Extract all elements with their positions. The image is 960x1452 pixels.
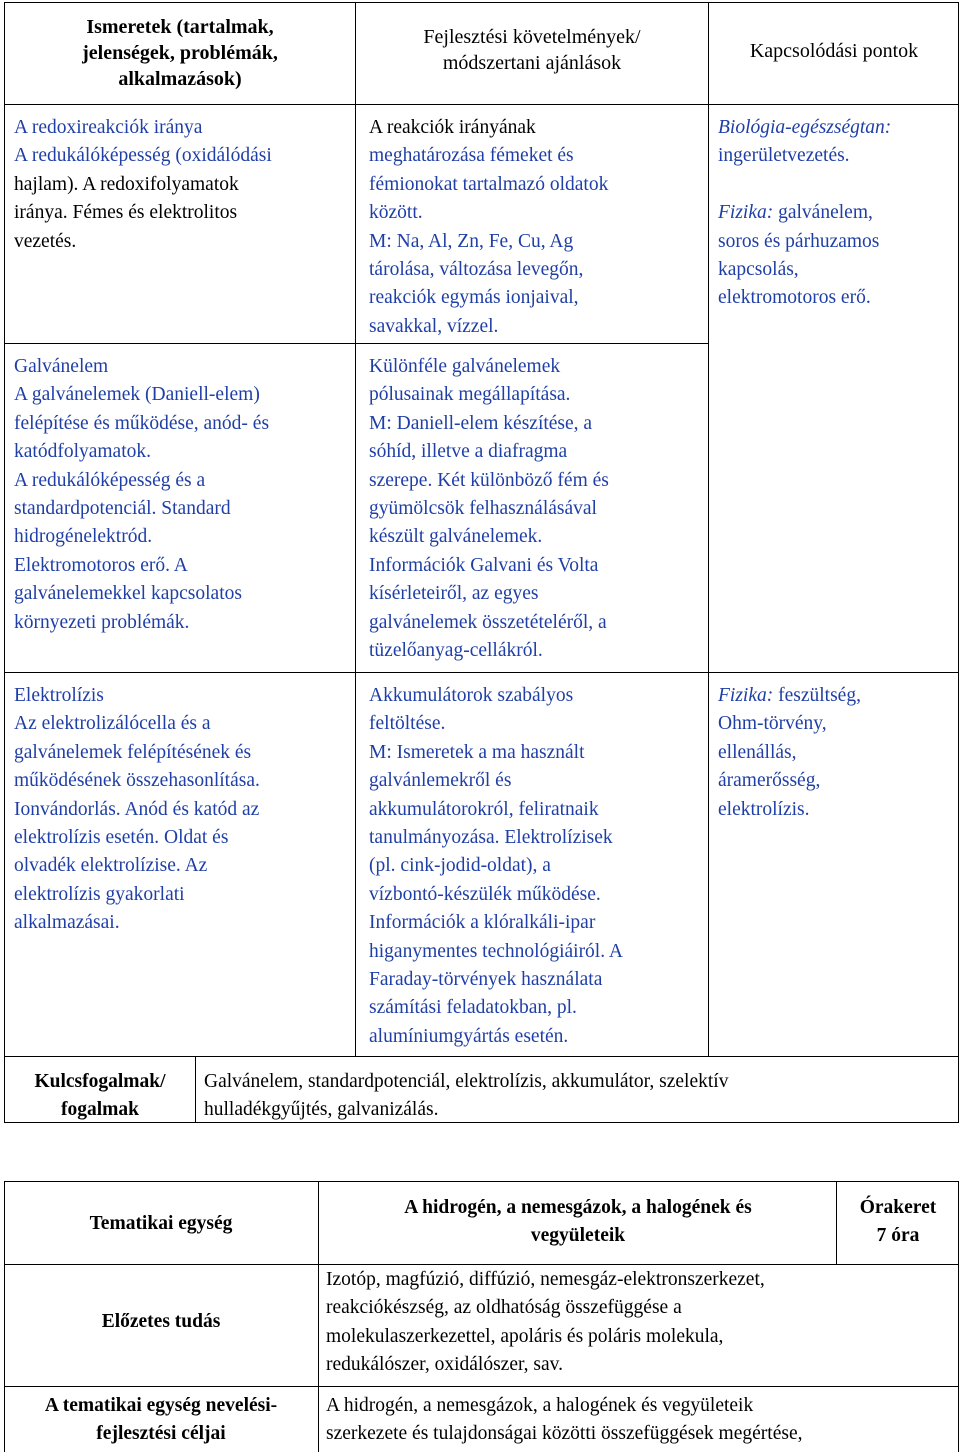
header-development	[360, 24, 704, 76]
development-line: tanulmányozása. Elektrolízisek	[369, 827, 613, 849]
development-line: galvánelemek összetételéről, a	[369, 611, 607, 633]
connections-line	[718, 228, 954, 256]
table2-hours-divider	[836, 1181, 837, 1265]
connections-line	[718, 710, 954, 738]
connections-cell	[718, 114, 954, 313]
connections-line	[718, 114, 954, 142]
development-line: tüzelőanyag-cellákról.	[369, 640, 543, 662]
key-concepts-text-line: hulladékgyűjtés, galvanizálás.	[204, 1099, 439, 1121]
subject-label: Biológia-egészségtan:	[718, 117, 892, 138]
table2-border-right	[958, 1181, 959, 1452]
development-cell	[369, 353, 705, 665]
knowledge-line: standardpotenciál. Standard	[14, 498, 231, 520]
development-line: alumíniumgyártás esetén.	[369, 1025, 569, 1047]
connection-text: áramerősség,	[718, 770, 821, 792]
knowledge-line: Elektromotoros erő. A	[14, 554, 188, 576]
knowledge-line: Ionvándorlás. Anód és katód az	[14, 798, 260, 820]
header-knowledge-line: jelenségek, problémák,	[82, 42, 278, 64]
table1-key-divider	[195, 1056, 196, 1123]
development-line: Faraday-törvények használata	[369, 969, 603, 991]
development-line: M: Na, Al, Zn, Fe, Cu, Ag	[369, 230, 574, 252]
development-line: gyümölcsök felhasználásával	[369, 498, 597, 520]
connections-line	[718, 682, 954, 710]
prior-knowledge-text	[326, 1266, 954, 1380]
connections-line	[718, 171, 954, 199]
unit-title-line: vegyületeik	[530, 1225, 626, 1247]
development-line: fémionokat tartalmazó oldatok	[369, 173, 609, 195]
table1-border-right	[958, 2, 959, 1123]
goals-line: szerkezete és tulajdonságai közötti összefüggések megértése,	[326, 1423, 803, 1445]
development-line: galvánlemekről és	[369, 770, 512, 792]
knowledge-heading: A redoxireakciók iránya	[14, 117, 203, 138]
development-line: szerepe. Két különböző fém és	[369, 469, 609, 491]
goals-text	[326, 1392, 954, 1449]
key-concepts-label-line: Kulcsfogalmak/	[34, 1071, 166, 1092]
development-line: meghatározása fémeket és	[369, 145, 574, 167]
prior-line: Izotóp, magfúzió, diffúzió, nemesgáz-elektronszerkezet,	[326, 1269, 765, 1290]
connection-text: elektromotoros erő.	[718, 287, 871, 309]
connections-line	[718, 284, 954, 312]
prior-knowledge-label: Előzetes tudás	[101, 1311, 221, 1332]
key-concepts-text-line: Galvánelem, standardpotenciál, elektrolízis, akkumulátor, szelektív	[204, 1071, 729, 1092]
table1-col-divider-2	[708, 2, 709, 1057]
header-development-line: módszertani ajánlások	[442, 52, 622, 74]
knowledge-line: A redukálóképesség (oxidálódási	[14, 145, 272, 167]
development-line: M: Daniell-elem készítése, a	[369, 412, 593, 434]
development-line: feltöltése.	[369, 713, 446, 735]
hours-box	[838, 1194, 958, 1251]
connection-text: ellenállás,	[718, 741, 797, 763]
development-line: készült galvánelemek.	[369, 526, 543, 548]
knowledge-line: elektrolízis esetén. Oldat és	[14, 827, 229, 849]
key-concepts-label-line: fogalmak	[61, 1099, 139, 1121]
knowledge-line: iránya. Fémes és elektrolitos	[14, 202, 238, 224]
table2-border-top	[4, 1181, 958, 1182]
connections-line	[718, 142, 954, 170]
goals-line: A hidrogén, a nemesgázok, a halogének és vegyületeik	[326, 1395, 754, 1416]
prior-line: molekulaszerkezettel, apoláris és poláris molekula,	[326, 1325, 724, 1347]
development-line: higanymentes technológiáiról. A	[369, 940, 623, 962]
table1-border-left	[4, 2, 5, 1123]
knowledge-line: környezeti problémák.	[14, 611, 190, 633]
knowledge-cell	[14, 114, 350, 256]
development-cell	[369, 114, 705, 341]
header-development-line: Fejlesztési követelmények/	[423, 26, 641, 48]
connections-line	[718, 739, 954, 767]
goals-label-line: fejlesztési céljai	[96, 1423, 226, 1445]
knowledge-line: hajlam). A redoxifolyamatok	[14, 173, 239, 195]
connections-line	[718, 199, 954, 227]
development-line: Akkumulátorok szabályos	[369, 685, 574, 706]
knowledge-heading: Galvánelem	[14, 356, 109, 377]
connections-line	[718, 796, 954, 824]
header-knowledge	[10, 14, 350, 92]
unit-label: Tematikai egység	[89, 1213, 233, 1234]
development-line: Információk Galvani és Volta	[369, 554, 599, 576]
knowledge-line: vezetés.	[14, 230, 77, 252]
development-line: sóhíd, illetve a diafragma	[369, 441, 568, 463]
knowledge-line: alkalmazásai.	[14, 912, 120, 934]
key-concepts-label	[10, 1068, 190, 1125]
connection-text: elektrolízis.	[718, 798, 810, 820]
unit-title-line: A hidrogén, a nemesgázok, a halogének és	[404, 1197, 752, 1218]
connection-text: soros és párhuzamos	[718, 230, 880, 252]
table1-row3-divider	[4, 1056, 958, 1057]
development-line: (pl. cink-jodid-oldat), a	[369, 855, 551, 877]
knowledge-line: galvánelemek felépítésének és	[14, 741, 252, 763]
prior-line: reakciókészség, az oldhatóság összefüggése a	[326, 1297, 682, 1319]
development-line: pólusainak megállapítása.	[369, 384, 571, 406]
subject-label: Fizika:	[718, 685, 774, 706]
knowledge-line: hidrogénelektród.	[14, 526, 153, 548]
connections-cell	[718, 682, 954, 824]
development-line: A reakciók irányának	[369, 117, 536, 138]
development-line: Különféle galvánelemek	[369, 356, 561, 377]
development-line: tárolása, változása levegőn,	[369, 259, 584, 281]
development-line: Információk a klóralkáli-ipar	[369, 912, 596, 934]
knowledge-line: Az elektrolizálócella és a	[14, 713, 211, 735]
header-knowledge-line: alkalmazások)	[118, 68, 242, 90]
connection-text: galvánelem,	[773, 202, 873, 224]
connection-text: feszültség,	[773, 685, 861, 706]
knowledge-line: elektrolízis gyakorlati	[14, 883, 185, 905]
header-knowledge-line: Ismeretek (tartalmak,	[86, 16, 274, 38]
connections-line	[718, 256, 954, 284]
knowledge-heading: Elektrolízis	[14, 685, 104, 706]
connection-text: Ohm-törvény,	[718, 713, 827, 735]
knowledge-line: működésének összehasonlítása.	[14, 770, 260, 792]
table1-row1-divider-left	[4, 343, 708, 344]
prior-line: redukálószer, oxidálószer, sav.	[326, 1354, 564, 1376]
goals-label	[8, 1392, 314, 1449]
development-line: savakkal, vízzel.	[369, 315, 499, 337]
table1-border-top	[4, 2, 958, 3]
unit-title	[322, 1194, 834, 1251]
key-concepts-text	[204, 1068, 954, 1125]
table2-border-left	[4, 1181, 5, 1452]
knowledge-line: A redukálóképesség és a	[14, 469, 206, 491]
knowledge-cell	[14, 353, 350, 637]
header-connections: Kapcsolódási pontok	[749, 40, 919, 62]
table1-row2-divider	[4, 672, 958, 673]
development-line: között.	[369, 202, 423, 224]
development-line: számítási feladatokban, pl.	[369, 997, 577, 1019]
hours-value: 7 óra	[876, 1225, 920, 1247]
goals-label-line: A tematikai egység nevelési-	[44, 1395, 278, 1416]
knowledge-line: katódfolyamatok.	[14, 441, 152, 463]
development-line: M: Ismeretek a ma használt	[369, 741, 585, 763]
knowledge-cell	[14, 682, 350, 938]
table2-row2-divider	[4, 1386, 958, 1387]
connections-line	[718, 767, 954, 795]
development-line: reakciók egymás ionjaival,	[369, 287, 579, 309]
table2-col-divider	[318, 1181, 319, 1452]
development-line: vízbontó-készülék működése.	[369, 883, 601, 905]
connection-text: kapcsolás,	[718, 259, 799, 281]
knowledge-line: olvadék elektrolízise. Az	[14, 855, 208, 877]
hours-label: Órakeret	[859, 1197, 937, 1218]
knowledge-line: A galvánelemek (Daniell-elem)	[14, 384, 260, 406]
subject-label: Fizika:	[718, 202, 774, 224]
knowledge-line: galvánelemekkel kapcsolatos	[14, 583, 242, 605]
table1-col-divider-1	[355, 2, 356, 1057]
development-line: kísérleteiről, az egyes	[369, 583, 539, 605]
development-cell	[369, 682, 705, 1051]
connection-text: ingerületvezetés.	[718, 145, 850, 167]
knowledge-line: felépítése és működése, anód- és	[14, 412, 270, 434]
development-line: akkumulátorokról, feliratnaik	[369, 798, 599, 820]
table2-row1-divider	[4, 1264, 958, 1265]
table1-header-divider	[4, 104, 958, 105]
